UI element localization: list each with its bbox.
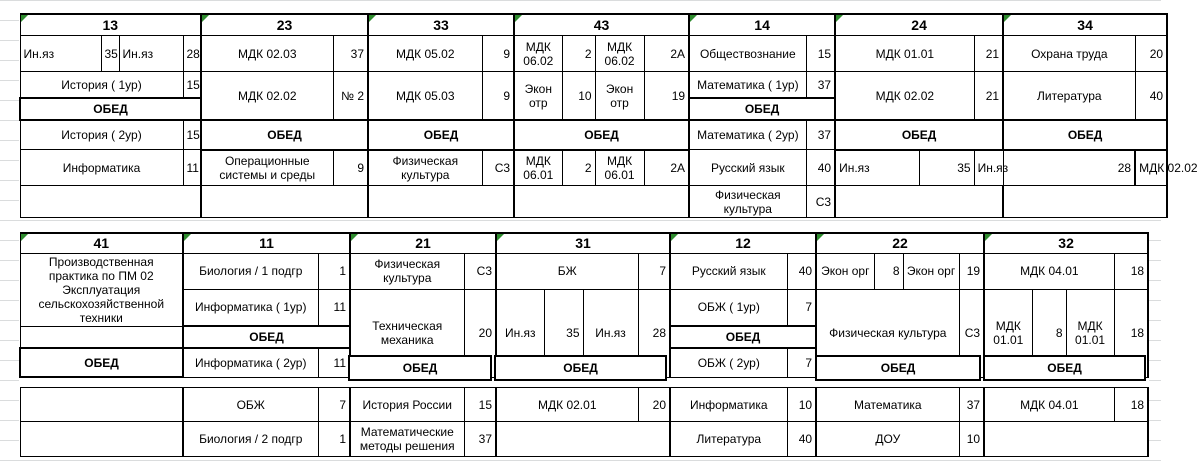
- subject-cell[interactable]: История ( 1ур): [20, 72, 183, 98]
- empty-cell[interactable]: [984, 422, 1148, 457]
- room-cell[interactable]: 40: [1135, 72, 1167, 121]
- group-header: 11: [183, 233, 350, 253]
- room-cell[interactable]: 21: [974, 72, 1003, 121]
- room-cell[interactable]: 20: [638, 388, 670, 422]
- room-cell[interactable]: С3: [959, 289, 984, 377]
- room-cell[interactable]: С3: [464, 253, 496, 289]
- subject-cell[interactable]: Русский язык: [689, 150, 806, 186]
- lunch-break: ОБЕД: [348, 355, 492, 381]
- subject-cell[interactable]: Экон отр: [595, 72, 644, 121]
- room-cell[interactable]: 9: [482, 72, 514, 121]
- subject-cell[interactable]: Операционные системы и среды: [201, 150, 333, 186]
- group-header: 12: [670, 233, 816, 253]
- room-cell[interactable]: 2А: [644, 150, 689, 186]
- subject-cell[interactable]: История ( 2ур): [20, 120, 183, 150]
- lunch-break: ОБЕД: [835, 120, 1003, 150]
- subject-cell[interactable]: Биология / 2 подгр: [183, 422, 318, 457]
- lunch-break: ОБЕД: [20, 348, 183, 377]
- subject-cell[interactable]: Физическая культура: [368, 150, 482, 186]
- group-header: 33: [368, 14, 514, 35]
- subject-cell[interactable]: Литература: [670, 422, 787, 457]
- room-cell[interactable]: 37: [464, 422, 496, 457]
- room-cell[interactable]: С3: [482, 150, 514, 186]
- lunch-break: ОБЕД: [368, 120, 514, 150]
- room-cell[interactable]: 28: [1003, 150, 1135, 186]
- group-header: 21: [350, 233, 496, 253]
- room-cell[interactable]: № 2: [333, 72, 368, 121]
- subject-cell[interactable]: Информатика ( 2ур): [183, 348, 318, 377]
- subject-cell[interactable]: МДК 01.01: [984, 289, 1032, 377]
- subject-cell[interactable]: Ин.яз: [835, 150, 919, 186]
- room-cell[interactable]: 15: [183, 72, 201, 98]
- subject-cell[interactable]: Русский язык: [670, 253, 787, 289]
- room-cell[interactable]: 11: [318, 348, 350, 377]
- subject-cell[interactable]: МДК 05.02: [368, 35, 482, 72]
- room-cell[interactable]: 10: [959, 422, 984, 457]
- group-header: 41: [20, 233, 183, 253]
- room-cell[interactable]: 35: [101, 35, 119, 72]
- room-cell[interactable]: 21: [974, 35, 1003, 72]
- subject-cell[interactable]: Физическая культура: [816, 289, 959, 377]
- empty-cell[interactable]: [368, 186, 514, 218]
- subject-cell[interactable]: МДК 06.02: [595, 35, 644, 72]
- room-cell[interactable]: 37: [806, 120, 835, 150]
- subject-cell[interactable]: ОБЖ ( 1ур): [670, 289, 787, 326]
- subject-cell[interactable]: ДОУ: [816, 422, 959, 457]
- room-cell[interactable]: 40: [787, 422, 816, 457]
- room-cell[interactable]: 2: [562, 35, 595, 72]
- room-cell[interactable]: 20: [464, 289, 496, 377]
- room-cell[interactable]: 10: [787, 388, 816, 422]
- room-cell[interactable]: 15: [183, 120, 201, 150]
- room-cell[interactable]: 7: [638, 253, 670, 289]
- group-header: 23: [201, 14, 368, 35]
- lunch-break: ОБЕД: [514, 120, 689, 150]
- group-header: 31: [496, 233, 670, 253]
- group-header: 34: [1003, 14, 1167, 35]
- room-cell[interactable]: 35: [919, 150, 974, 186]
- schedule-block-top: [19, 13, 1198, 218]
- room-cell[interactable]: 9: [333, 150, 368, 186]
- lunch-break: ОБЕД: [20, 98, 201, 120]
- empty-cell[interactable]: [496, 422, 670, 457]
- lunch-break: ОБЕД: [201, 120, 368, 150]
- group-header: 24: [835, 14, 1003, 35]
- room-cell[interactable]: 11: [183, 150, 201, 186]
- subject-cell[interactable]: МДК 02.01: [496, 388, 638, 422]
- subject-cell[interactable]: Ин.яз: [974, 150, 1003, 186]
- lunch-break: ОБЕД: [983, 355, 1146, 381]
- empty-cell[interactable]: [20, 422, 183, 457]
- subject-cell[interactable]: Информатика: [20, 150, 183, 186]
- subject-cell[interactable]: Математика ( 2ур): [689, 120, 806, 150]
- subject-cell[interactable]: БЖ: [496, 253, 638, 289]
- subject-cell[interactable]: Математика ( 1ур): [689, 72, 806, 98]
- subject-cell[interactable]: МДК 02.03: [201, 35, 333, 72]
- lunch-break: ОБЕД: [183, 326, 350, 348]
- room-cell[interactable]: 2: [562, 150, 595, 186]
- subject-cell[interactable]: Ин.яз: [119, 35, 183, 72]
- subject-cell[interactable]: МДК 06.02: [514, 35, 562, 72]
- room-cell[interactable]: 37: [959, 388, 984, 422]
- empty-cell[interactable]: [1003, 186, 1167, 218]
- lunch-break: ОБЕД: [689, 98, 835, 120]
- room-cell[interactable]: 7: [787, 348, 816, 377]
- room-cell[interactable]: 28: [183, 35, 201, 72]
- subject-cell[interactable]: Математика: [816, 388, 959, 422]
- subject-cell[interactable]: МДК 02.02: [835, 72, 974, 121]
- subject-cell[interactable]: Производственная практика по ПМ 02 Эксплуатация сельскохозяйственной техники: [20, 253, 183, 326]
- room-cell[interactable]: 18: [1114, 388, 1148, 422]
- room-cell[interactable]: 19: [959, 253, 984, 289]
- subject-cell[interactable]: МДК 01.01: [1066, 289, 1114, 377]
- room-cell[interactable]: 37: [806, 72, 835, 98]
- lunch-break: ОБЕД: [670, 326, 816, 348]
- room-cell[interactable]: 18: [1114, 253, 1148, 289]
- room-cell[interactable]: 1: [318, 253, 350, 289]
- room-cell[interactable]: 40: [806, 150, 835, 186]
- room-cell[interactable]: 35: [544, 289, 583, 377]
- room-cell[interactable]: 18: [1114, 289, 1148, 377]
- empty-cell[interactable]: [514, 186, 689, 218]
- room-cell[interactable]: 7: [787, 289, 816, 326]
- subject-cell[interactable]: МДК 04.01: [984, 388, 1114, 422]
- subject-cell[interactable]: МДК 04.01: [984, 253, 1114, 289]
- group-header: 13: [20, 14, 201, 35]
- subject-cell[interactable]: Техническая механика: [350, 289, 464, 377]
- room-cell[interactable]: 11: [318, 289, 350, 326]
- subject-cell[interactable]: Ин.яз: [496, 289, 544, 377]
- empty-cell[interactable]: [20, 186, 201, 218]
- subject-cell[interactable]: ОБЖ: [183, 388, 318, 422]
- subject-cell[interactable]: МДК 02.02: [201, 72, 333, 121]
- lunch-break: ОБЕД: [1003, 120, 1167, 150]
- lunch-break: ОБЕД: [494, 355, 667, 381]
- room-cell[interactable]: 15: [806, 35, 835, 72]
- group-header: 32: [984, 233, 1148, 253]
- subject-cell[interactable]: Ин.яз: [583, 289, 638, 377]
- subject-cell[interactable]: Ин.яз: [20, 35, 101, 72]
- empty-cell[interactable]: [20, 388, 183, 422]
- empty-cell[interactable]: [201, 186, 368, 218]
- group-header: 14: [689, 14, 835, 35]
- subject-cell[interactable]: Физическая культура: [689, 186, 806, 218]
- subject-cell[interactable]: МДК 01.01: [835, 35, 974, 72]
- subject-cell[interactable]: МДК 06.01: [514, 150, 562, 186]
- room-cell[interactable]: 20: [1135, 35, 1167, 72]
- room-cell[interactable]: 28: [638, 289, 670, 377]
- subject-cell[interactable]: МДК 06.01: [595, 150, 644, 186]
- subject-cell[interactable]: Физическая культура: [350, 253, 464, 289]
- subject-cell[interactable]: Экон орг: [816, 253, 874, 289]
- subject-cell[interactable]: Математические методы решения: [350, 422, 464, 457]
- empty-cell[interactable]: [835, 186, 1003, 218]
- lunch-break: ОБЕД: [815, 355, 981, 381]
- room-cell[interactable]: 10: [562, 72, 595, 121]
- subject-cell[interactable]: Информатика ( 1ур): [183, 289, 318, 326]
- room-cell[interactable]: С3: [806, 186, 835, 218]
- subject-cell[interactable]: Экон отр: [514, 72, 562, 121]
- schedule-block-bottom: [19, 232, 1149, 457]
- subject-cell[interactable]: Обществознание: [689, 35, 806, 72]
- group-header: 43: [514, 14, 689, 35]
- subject-cell[interactable]: Охрана труда: [1003, 35, 1135, 72]
- room-cell[interactable]: 9: [482, 35, 514, 72]
- group-header: 22: [816, 233, 984, 253]
- room-cell[interactable]: 8: [1032, 289, 1066, 377]
- room-cell[interactable]: 1: [318, 422, 350, 457]
- room-cell[interactable]: 15: [464, 388, 496, 422]
- subject-cell[interactable]: Экон орг: [903, 253, 959, 289]
- subject-cell[interactable]: МДК 05.03: [368, 72, 482, 121]
- subject-cell[interactable]: Литература: [1003, 72, 1135, 121]
- room-cell[interactable]: 8: [874, 253, 903, 289]
- room-cell[interactable]: 37: [333, 35, 368, 72]
- subject-cell[interactable]: Информатика: [670, 388, 787, 422]
- room-cell[interactable]: 40: [787, 253, 816, 289]
- room-cell[interactable]: 19: [644, 72, 689, 121]
- room-cell[interactable]: 7: [318, 388, 350, 422]
- empty-cell[interactable]: [20, 326, 183, 348]
- subject-cell[interactable]: МДК 02.02: [1135, 150, 1167, 186]
- room-cell[interactable]: 2А: [644, 35, 689, 72]
- subject-cell[interactable]: История России: [350, 388, 464, 422]
- subject-cell[interactable]: Биология / 1 подгр: [183, 253, 318, 289]
- subject-cell[interactable]: ОБЖ ( 2ур): [670, 348, 787, 377]
